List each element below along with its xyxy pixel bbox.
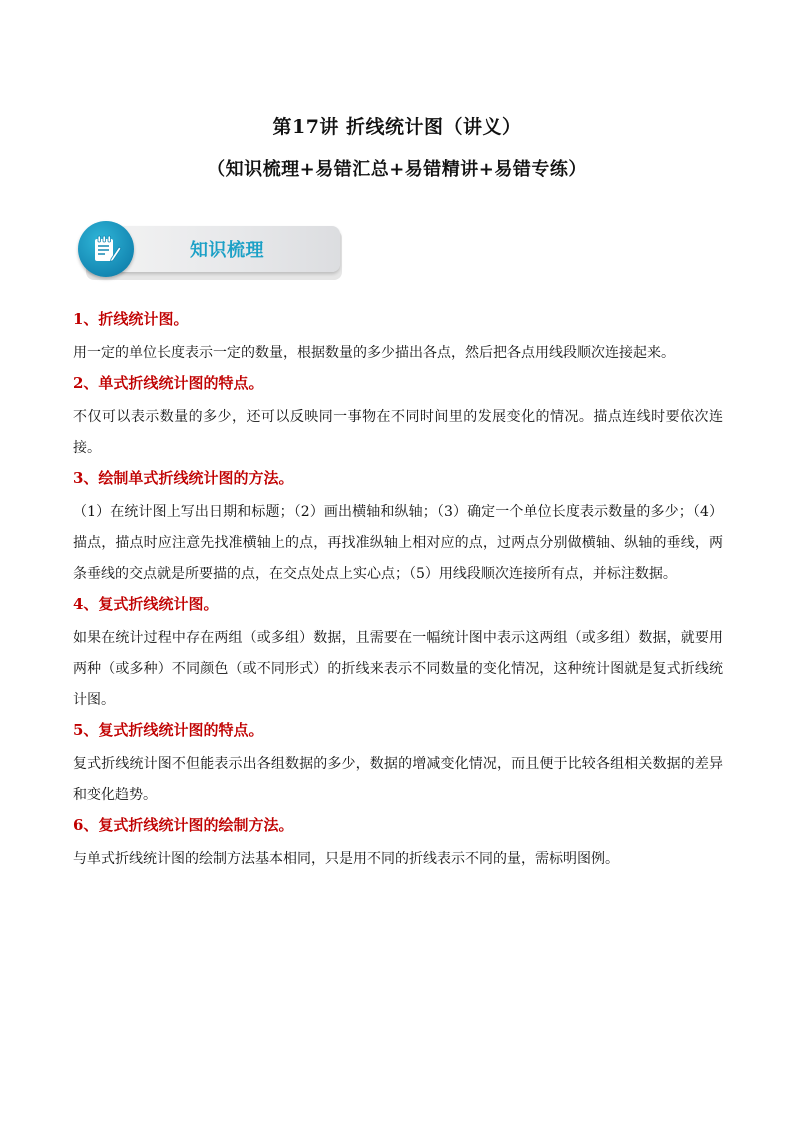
section-banner xyxy=(78,222,342,278)
notepad-pencil-icon xyxy=(78,221,134,277)
section-heading: 3、绘制单式折线统计图的方法。 xyxy=(73,469,294,487)
section-text: 用一定的单位长度表示一定的数量，根据数量的多少描出各点，然后把各点用线段顺次连接起来。 xyxy=(73,345,675,361)
content-body xyxy=(73,308,723,878)
banner-label: 知识梳理 xyxy=(190,240,264,261)
page-subtitle: （知识梳理+易错汇总+易错精讲+易错专练） xyxy=(207,159,587,180)
section xyxy=(73,593,723,716)
section xyxy=(73,467,723,590)
section-heading: 6、复式折线统计图的绘制方法。 xyxy=(73,816,294,834)
section-heading: 5、复式折线统计图的特点。 xyxy=(73,721,264,739)
section-text: 不仅可以表示数量的多少，还可以反映同一事物在不同时间里的发展变化的情况。描点连线时要依次连接。 xyxy=(73,409,723,456)
section xyxy=(73,372,723,464)
page-title: 第17讲 折线统计图（讲义） xyxy=(272,116,522,138)
section-heading: 1、折线统计图。 xyxy=(73,310,189,328)
section-heading: 2、单式折线统计图的特点。 xyxy=(73,374,264,392)
section-text: 与单式折线统计图的绘制方法基本相同，只是用不同的折线表示不同的量，需标明图例。 xyxy=(73,851,619,867)
section-text: 如果在统计过程中存在两组（或多组）数据，且需要在一幅统计图中表示这两组（或多组）数据，就要用两种（或多种）不同颜色（或不同形式）的折线来表示不同数量的变化情况，这种统计图就是复式折线统计图。 xyxy=(73,630,723,708)
section-text: 复式折线统计图不但能表示出各组数据的多少，数据的增减变化情况，而且便于比较各组相关数据的差异和变化趋势。 xyxy=(73,756,723,803)
section-text: （1）在统计图上写出日期和标题；（2）画出横轴和纵轴；（3）确定一个单位长度表示数量的多少；（4）描点，描点时应注意先找准横轴上的点，再找准纵轴上相对应的点，过两点分别做横轴、纵轴的垂线，两条垂线的交点就是所要描的点，在交点处点上实心点；（5）用线段顺次连接所有点，并标注数据。 xyxy=(73,504,723,582)
section xyxy=(73,814,723,875)
section xyxy=(73,308,723,369)
section xyxy=(73,719,723,811)
section-heading: 4、复式折线统计图。 xyxy=(73,595,219,613)
